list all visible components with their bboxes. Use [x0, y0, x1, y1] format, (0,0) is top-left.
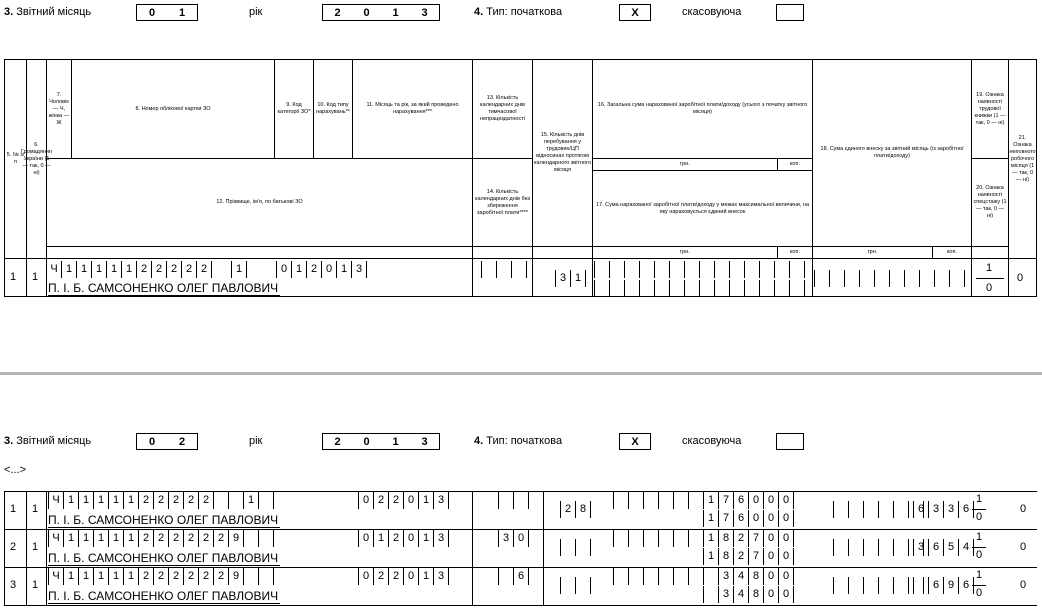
row-code-digit: 1 [64, 568, 79, 585]
row-citizen: 1 [32, 503, 39, 515]
row-c13-c14-cell [472, 529, 544, 568]
row-name: П. І. Б. САМСОНЕНКО ОЛЕГ ПАВЛОВИЧ [48, 551, 279, 565]
col13-header: 13. Кількість календарних днів тимчасової непрацездатності [472, 59, 533, 159]
row-c15-digit: 8 [576, 501, 591, 518]
year-field-2[interactable]: 2 0 1 3 [322, 433, 440, 450]
row-c15-digit [561, 577, 576, 594]
row-period-digit: 3 [434, 530, 449, 547]
row-c16-blank-digit [659, 530, 674, 547]
row-code-digit [229, 492, 244, 509]
row-period-digit: 2 [389, 530, 404, 547]
row-c17-digit: 0 [764, 586, 779, 603]
row-code-digit: 2 [139, 530, 154, 547]
row-c15-boxes [555, 270, 586, 287]
row-period-digit: 3 [434, 568, 449, 585]
row-code-line [46, 261, 367, 278]
row-code-digit: 2 [139, 568, 154, 585]
row-code-digit [259, 530, 274, 547]
row-name: П. І. Б. САМСОНЕНКО ОЛЕГ ПАВЛОВИЧ [48, 513, 279, 527]
row-c13-digit: 0 [514, 530, 529, 547]
row-c19: 1 [986, 262, 993, 274]
row-c18-digit: 6 [959, 577, 974, 594]
row-c18-blank-digit [834, 501, 849, 518]
row-c15 [560, 539, 591, 556]
card-digit: 1 [62, 261, 77, 278]
col7-header: 7. Чоловік — Ч, жінка — Ж [46, 59, 72, 159]
row-c18-blank-digit [849, 577, 864, 594]
row-c16-blank-digit [674, 492, 689, 509]
card-digit: 1 [122, 261, 137, 278]
row-c17-digit: 7 [719, 510, 734, 527]
row-c16-digit: 7 [749, 530, 764, 547]
row-period [358, 568, 449, 585]
row-c16-digit: 0 [779, 568, 794, 585]
row-code-digit: 2 [184, 492, 199, 509]
row-c16-blank-digit [674, 530, 689, 547]
c19-c20-divider [972, 509, 986, 510]
col8-header: 8. Номер облікової картки ЗО [71, 59, 275, 159]
year-label-2: рік [249, 435, 263, 447]
row-c16-digit: 2 [734, 530, 749, 547]
row-c17-digit: 0 [764, 548, 779, 565]
row-category: 1 [232, 261, 247, 278]
row-c18-blank-digit [879, 539, 894, 556]
period-digit: 0 [322, 261, 337, 278]
table-top-line [4, 491, 1037, 492]
row-code-digit [244, 530, 259, 547]
row-c18-blank-digit [894, 501, 909, 518]
row-code-digit: 2 [169, 568, 184, 585]
col11-header: 11. Місяць та рік, за який проведено нарахування*** [352, 59, 473, 159]
col18-kop-label: коп. [932, 246, 972, 259]
row-code-digit: 2 [154, 492, 169, 509]
row-code-digit: 1 [124, 530, 139, 547]
row-period-digit: 2 [374, 568, 389, 585]
card-digit: 1 [92, 261, 107, 278]
c15-digit: 3 [556, 270, 571, 287]
row-c20: 0 [976, 587, 983, 599]
col16-header: 16. Загальна сума нарахованої заробітної плати/доходу (усього з початку звітного місяця) [592, 59, 813, 159]
period-digit: 1 [292, 261, 307, 278]
row-c18-blank-digit [864, 501, 879, 518]
row-c17 [703, 510, 794, 527]
row-c15-digit [576, 539, 591, 556]
row-code [48, 492, 274, 509]
row-c17-digit: 0 [764, 510, 779, 527]
row-c17-boxes [594, 280, 805, 297]
row-code-digit: Ч [49, 568, 64, 585]
col19-header: 19. Ознака наявності трудової книжки (1 — так, 0 — ні) [971, 59, 1009, 159]
row-period-digit: 1 [419, 530, 434, 547]
row-c16-blank-digit [644, 568, 659, 585]
row-c17-digit: 0 [779, 548, 794, 565]
row-c16-blank-digit [614, 530, 629, 547]
row-c18-blank-digit [834, 539, 849, 556]
row-c21: 0 [1020, 503, 1027, 515]
row-c16-digit: 1 [704, 530, 719, 547]
row-sex: Ч [47, 261, 62, 278]
row-code-digit: 9 [229, 568, 244, 585]
row-c16-blank-digit [674, 568, 689, 585]
row-code-digit: 2 [154, 568, 169, 585]
row-period-digit: 0 [359, 530, 374, 547]
row-c18-blank [833, 539, 924, 556]
year-label: рік [249, 6, 263, 18]
row-code-digit: 1 [124, 568, 139, 585]
row-num: 2 [10, 541, 17, 553]
row-code [48, 568, 274, 585]
row-code-digit: 1 [64, 530, 79, 547]
row-code-digit: 1 [79, 530, 94, 547]
col5-header: 5. № з/п [4, 59, 27, 259]
row-c18-blank-digit [894, 577, 909, 594]
row-period-digit: 1 [419, 568, 434, 585]
row-c21: 0 [1020, 579, 1027, 591]
row-code-digit [259, 568, 274, 585]
row-c18-digit: 6 [914, 501, 929, 518]
row-c20: 0 [986, 282, 993, 294]
period-digit: 2 [307, 261, 322, 278]
card-digit: 1 [107, 261, 122, 278]
row-c15-digit [561, 539, 576, 556]
row-c16-digit: 0 [779, 530, 794, 547]
row-c18-blank-digit [849, 539, 864, 556]
row-c18-digit: 4 [959, 539, 974, 556]
row-c16-digit: 0 [779, 492, 794, 509]
row-c18-digit: 6 [959, 501, 974, 518]
month-label: 3. Звітний місяць [4, 6, 92, 18]
row-code-digit: 1 [79, 568, 94, 585]
row-c16-digit [704, 568, 719, 585]
row-period-digit: 1 [374, 530, 389, 547]
col18-header: 18. Сума єдиного внеску за звітний місяць (із заробітної плати/доходу) [812, 59, 972, 247]
row-period-digit: 0 [404, 568, 419, 585]
row-c15-digit: 2 [561, 501, 576, 518]
row-period-digit: 0 [404, 530, 419, 547]
row-c16-digit: 0 [764, 530, 779, 547]
row-c17-digit: 1 [704, 510, 719, 527]
col16-kop-label: коп. [777, 158, 813, 171]
row-c16-digit: 0 [764, 568, 779, 585]
row-c18 [913, 577, 974, 594]
row-period-digit: 0 [359, 492, 374, 509]
row-c17-digit: 4 [734, 586, 749, 603]
row-c13-digit: 3 [499, 530, 514, 547]
row-c18-digit: 6 [929, 577, 944, 594]
row-c16-blank-digit [614, 492, 629, 509]
row-code-digit: 1 [64, 492, 79, 509]
col17-header: 17. Сума нарахованої заробітної плати/доходу у межах максимальної величини, на яку нараховується єдиний внесок [592, 170, 813, 247]
type-cancel-checkbox[interactable] [776, 4, 804, 21]
row-c18-blank-digit [864, 539, 879, 556]
row-c13-boxes [481, 261, 527, 278]
col18-grn-label: грн. [812, 246, 933, 259]
row-c18-blank [833, 577, 924, 594]
month-label-2: 3. Звітний місяць [4, 435, 92, 447]
row-c17-digit [704, 586, 719, 603]
row-c17-digit: 8 [719, 548, 734, 565]
row-code-digit: 2 [199, 568, 214, 585]
row-period-digit: 2 [374, 492, 389, 509]
row-c18 [913, 501, 974, 518]
type-label: 4. Тип: початкова [474, 6, 563, 18]
row-c18-blank [833, 501, 924, 518]
row-c18-digit: 6 [929, 539, 944, 556]
ellipsis-text: <...> [4, 464, 27, 476]
c15-digit: 1 [571, 270, 586, 287]
row-code-digit: 2 [169, 530, 184, 547]
row-code [48, 530, 274, 547]
row-c19: 1 [976, 493, 983, 505]
row-code-digit: 1 [124, 492, 139, 509]
period-digit: 1 [337, 261, 352, 278]
col17-grn-label: грн. [592, 246, 778, 259]
row-c16-blank-digit [644, 492, 659, 509]
row-c21: 0 [1020, 541, 1027, 553]
row-c16-blank-digit [659, 492, 674, 509]
type-cancel-checkbox-2[interactable] [776, 433, 804, 450]
card-digit: 2 [182, 261, 197, 278]
row-c19: 1 [976, 531, 983, 543]
row-c18-blank-digit [849, 501, 864, 518]
row-c16-digit: 1 [704, 492, 719, 509]
row-c13-digit: 6 [514, 568, 529, 585]
row-c19: 1 [976, 569, 983, 581]
row-code-digit: 1 [94, 492, 109, 509]
col16-grn-label: грн. [592, 158, 778, 171]
row-c16-blank-digit [629, 530, 644, 547]
cancel-label-2: скасовуюча [682, 435, 742, 447]
col17-kop-label: коп. [777, 246, 813, 259]
row-c17 [703, 586, 794, 603]
row-c17-digit: 0 [749, 510, 764, 527]
row-c21: 0 [1017, 272, 1024, 284]
card-digit: 1 [77, 261, 92, 278]
month-field-2[interactable]: 0 2 [136, 433, 198, 450]
col6-header: 6. Громадянин України (1 — так, 0 — ні) [26, 59, 47, 259]
row-code-digit: 1 [109, 530, 124, 547]
row-c15 [560, 501, 591, 518]
row-name: П. І. Б. САМСОНЕНКО ОЛЕГ ПАВЛОВИЧ [48, 281, 279, 295]
row-code-digit: 2 [184, 568, 199, 585]
row-code-digit [244, 568, 259, 585]
row-c18-digit: 3 [914, 539, 929, 556]
col10-header: 10. Код типу нарахувань** [313, 59, 353, 159]
row-name: П. І. Б. САМСОНЕНКО ОЛЕГ ПАВЛОВИЧ [48, 589, 279, 603]
row-code-digit: Ч [49, 492, 64, 509]
units-row-blank [46, 246, 473, 259]
row-num: 1 [10, 271, 17, 283]
row-c18-blank-digit [894, 539, 909, 556]
row-code-digit: 9 [229, 530, 244, 547]
row-c18-digit [914, 577, 929, 594]
col9-header: 9. Код категорії ЗО* [274, 59, 314, 159]
row-code-digit: 1 [79, 492, 94, 509]
row-c18-blank-digit [864, 577, 879, 594]
card-digit: 2 [167, 261, 182, 278]
row-c16-blank-digit [689, 530, 704, 547]
type-initial-checkbox[interactable]: X [619, 4, 651, 21]
row-c17-digit: 8 [749, 586, 764, 603]
row-c15 [560, 577, 591, 594]
row-code-digit: 1 [94, 530, 109, 547]
col12-header: 12. Прізвище, ім'я, по батькові ЗО [46, 158, 473, 247]
row-c17-digit: 2 [734, 548, 749, 565]
cancel-label: скасовуюча [682, 6, 742, 18]
card-digit: 2 [137, 261, 152, 278]
row-period-digit: 2 [389, 492, 404, 509]
row-c16-blank [613, 530, 704, 547]
row-c17-digit: 3 [719, 586, 734, 603]
row-c18-digit: 9 [944, 577, 959, 594]
row-c16-blank-digit [644, 530, 659, 547]
row-c20: 0 [976, 511, 983, 523]
row-c13-c14-cell [472, 567, 544, 606]
row-c16-digit: 0 [764, 492, 779, 509]
row-period-digit: 0 [404, 492, 419, 509]
row-c16-boxes [594, 261, 805, 278]
c19-c20-divider [972, 547, 986, 548]
row-c16-blank-digit [629, 568, 644, 585]
row-num: 3 [10, 579, 17, 591]
row-code-digit: 2 [214, 530, 229, 547]
row-c17-digit: 1 [704, 548, 719, 565]
row-c16-blank-digit [689, 492, 704, 509]
row-c18-digit: 5 [944, 539, 959, 556]
row-c16-digit: 8 [719, 530, 734, 547]
row-c16 [703, 568, 794, 585]
row-c16-blank-digit [614, 568, 629, 585]
row-code-digit [214, 492, 229, 509]
row-code-digit: 2 [199, 530, 214, 547]
row-c18-digit: 3 [944, 501, 959, 518]
row-code-digit: 2 [184, 530, 199, 547]
row-c15-digit [576, 577, 591, 594]
row-c18-blank-digit [879, 501, 894, 518]
row-c17-digit: 7 [749, 548, 764, 565]
row-c16 [703, 492, 794, 509]
row-citizen: 1 [32, 271, 39, 283]
card-digit: 2 [197, 261, 212, 278]
row-citizen: 1 [32, 579, 39, 591]
c19-c20-divider [976, 278, 1004, 279]
section-separator [0, 372, 1042, 375]
row-c16-digit: 7 [719, 492, 734, 509]
row-c18 [913, 539, 974, 556]
type-label-2: 4. Тип: початкова [474, 435, 563, 447]
row-c16-digit: 3 [719, 568, 734, 585]
row-code-digit: 2 [154, 530, 169, 547]
row-c16-digit: 0 [749, 492, 764, 509]
row-c16-digit: 8 [749, 568, 764, 585]
type-initial-checkbox-2[interactable]: X [619, 433, 651, 450]
row-c16-blank [613, 492, 704, 509]
row-citizen: 1 [32, 541, 39, 553]
col21-header: 21. Ознака неповного робочого місяця (1 — так, 0 — ні) [1008, 59, 1037, 259]
period-digit: 0 [277, 261, 292, 278]
row-c17 [703, 548, 794, 565]
row-code-digit: 1 [109, 568, 124, 585]
c19-c20-divider [972, 585, 986, 586]
row-c16-digit: 6 [734, 492, 749, 509]
row-c16-digit: 4 [734, 568, 749, 585]
row-period-digit: 1 [419, 492, 434, 509]
row-c18-blank-digit [879, 577, 894, 594]
row-c20: 0 [976, 549, 983, 561]
col15-header: 15. Кількість днів перебування у трудових/ЦП відносинах протягом календарного звітного місяця [532, 59, 593, 247]
row-period-digit: 3 [434, 492, 449, 509]
row-c16-blank-digit [689, 568, 704, 585]
month-field[interactable]: 0 1 [136, 4, 198, 21]
period-digit: 3 [352, 261, 367, 278]
row-code-digit: 1 [109, 492, 124, 509]
row-c13-c14-cell [472, 491, 544, 530]
row-c16-blank-digit [659, 568, 674, 585]
year-field[interactable]: 2 0 1 3 [322, 4, 440, 21]
row-period [358, 492, 449, 509]
row-c17-digit: 0 [779, 510, 794, 527]
row-divider [4, 605, 1037, 606]
row-c18-boxes [814, 270, 965, 287]
row-code-digit: 2 [214, 568, 229, 585]
row-c17-digit: 6 [734, 510, 749, 527]
row-c16-blank-digit [629, 492, 644, 509]
row-num: 1 [10, 503, 17, 515]
row-code-digit [259, 492, 274, 509]
row-period [358, 530, 449, 547]
row-code-digit: 2 [169, 492, 184, 509]
row-period-digit: 0 [359, 568, 374, 585]
row-code-digit: Ч [49, 530, 64, 547]
row-code-digit: 2 [199, 492, 214, 509]
col20-header: 20. Ознака наявності спецстажу (1 — так, 0 — ні) [971, 158, 1009, 247]
row-c16 [703, 530, 794, 547]
row-c17-digit: 0 [779, 586, 794, 603]
row-c18-digit: 3 [929, 501, 944, 518]
card-digit: 2 [152, 261, 167, 278]
col14-header: 14. Кількість календарних днів без збереження заробітної плати**** [472, 158, 533, 247]
row-code-digit: 1 [94, 568, 109, 585]
row-c18-blank-digit [834, 577, 849, 594]
row-code-digit: 1 [244, 492, 259, 509]
row-code-digit: 2 [139, 492, 154, 509]
row-c16-blank [613, 568, 704, 585]
row-period-digit: 2 [389, 568, 404, 585]
